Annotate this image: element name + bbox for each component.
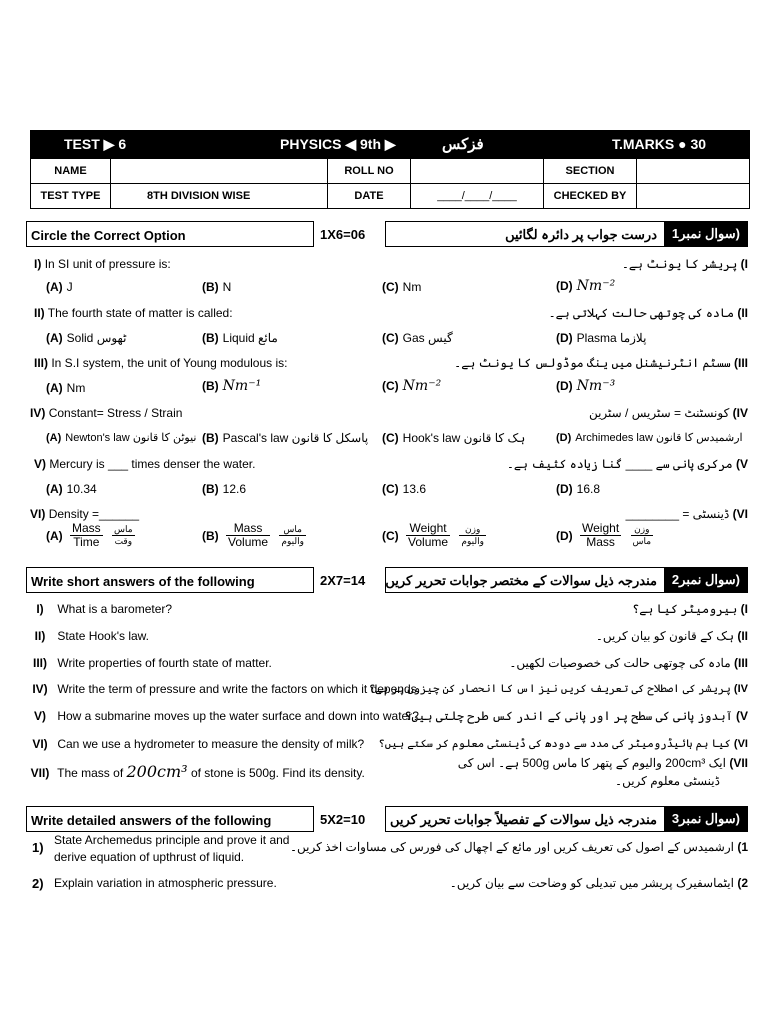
short-q-6: VI) Can we use a hydrometer to measure the density of milk?	[32, 737, 365, 751]
mcq-1-option-b[interactable]: (B) N	[202, 280, 232, 294]
section3-urdu-title: مندرجہ ذیل سوالات کے تفصیلاً جوابات تحریر کریں	[389, 812, 657, 827]
mcq-3-option-b[interactable]: (B) Nm⁻¹	[202, 378, 262, 394]
mcq-3-option-d[interactable]: (D) Nm⁻³	[556, 378, 616, 394]
section1-marks: 1X6=06	[320, 227, 366, 242]
test-type-label: TEST TYPE	[31, 184, 111, 209]
section2-urdu-title: مندرجہ ذیل سوالات کے مختصر جوابات تحریر کریں	[385, 573, 657, 588]
short-q-4-urdu: IV) پریشر کی اصطلاح کی تعریف کریں نیز اس کا انحصار کن چیزوں پر ہے؟	[368, 683, 748, 695]
short-q-7: VII) The mass of 200cm³ of stone is 500g. Find its density.	[30, 762, 365, 781]
mcq-5-option-a[interactable]: (A) 10.34	[46, 482, 97, 496]
mcq-6-option-d[interactable]: (D) $\frac{\text{Weight}}{\text{Mass}}$ $\frac{\text{وزن}}{\text{ماس}}$	[556, 521, 652, 549]
mcq-2-option-b[interactable]: (B) Liquid مائع	[202, 331, 278, 345]
mcq-2-option-d[interactable]: (D) Plasma پلازما	[556, 331, 647, 345]
section3-urdu-number: سوال نمبر3)	[664, 806, 748, 832]
mcq-2-question-urdu: II) مادہ کی چوتھی حالت کہلاتی ہے۔	[548, 306, 748, 320]
section1-urdu-number: سوال نمبر1)	[664, 221, 748, 247]
mcq-2-question: II) The fourth state of matter is called:	[34, 306, 233, 320]
mcq-4-question: IV) Constant= Stress / Strain	[30, 406, 183, 420]
section2-title-box	[26, 567, 314, 593]
short-q-5: V) How a submarine moves up the water surface and down into water?	[34, 709, 419, 723]
short-q-3: III) Write properties of fourth state of matter.	[33, 656, 272, 670]
mcq-4-option-c[interactable]: (C) Hook's law ہک کا قانون	[382, 431, 526, 445]
section2-title: Write short answers of the following	[31, 574, 255, 589]
short-q-6-urdu: VI) کیا ہم ہائیڈرومیٹر کی مدد سے دودھ کی ڈینسٹی معلوم کر سکتے ہیں؟	[378, 738, 748, 750]
mcq-2-option-a[interactable]: (A) Solid ٹھوس	[46, 331, 127, 345]
section1-urdu-box	[385, 221, 748, 247]
mcq-3-option-c[interactable]: (C) Nm⁻²	[382, 378, 442, 394]
mcq-4-option-a[interactable]: (A) Newton's law نیوٹن کا قانون	[46, 432, 197, 444]
long-q-2-urdu: 2) ایٹماسفیرک پریشر میں تبدیلی کو وضاحت سے بیان کریں۔	[449, 876, 748, 890]
mcq-6-question-urdu: VI) ڈینسٹی = ________	[625, 507, 748, 521]
name-label: NAME	[31, 159, 111, 184]
short-q-5-urdu: V) آبدوز پانی کی سطح پر اور پانی کے اندر کس طرح چلتی ہیں؟	[404, 709, 748, 723]
long-q-1-urdu: 1) ارشمیدس کے اصول کی تعریف کریں اور مائع کے اچھال کی فورس کی مساوات اخذ کریں۔	[289, 840, 748, 854]
mcq-4-option-d[interactable]: (D) Archimedes law ارشمیدس کا قانون	[556, 432, 743, 444]
mcq-2-option-c[interactable]: (C) Gas گیس	[382, 331, 453, 345]
short-q-2-urdu: II) ہک کے قانون کو بیان کریں۔	[595, 629, 748, 643]
short-q-1: I) What is a barometer?	[36, 602, 173, 616]
mcq-1-question: I) In SI unit of pressure is:	[34, 257, 171, 271]
section3-title: Write detailed answers of the following	[31, 813, 272, 828]
short-q-3-urdu: III) مادہ کی چوتھی حالت کی خصوصیات لکھیں۔	[509, 656, 748, 670]
total-marks: T.MARKS ● 30	[612, 136, 707, 152]
section2-urdu-box	[385, 567, 748, 593]
name-field[interactable]	[111, 159, 328, 184]
mcq-4-question-urdu: IV) کونسٹنٹ = سٹریس / سٹرین	[588, 406, 748, 420]
mcq-1-option-d[interactable]: (D) Nm⁻²	[556, 278, 616, 294]
mcq-1-option-a[interactable]: (A) J	[46, 280, 73, 294]
section1-urdu-title: درست جواب پر دائرہ لگائیں	[505, 227, 657, 242]
short-q-1-urdu: I) بیرومیٹر کیا ہے؟	[632, 602, 748, 616]
date-label: DATE	[328, 184, 411, 209]
mcq-5-question-urdu: V) مرکری پانی سے ____ گنا زیادہ کثیف ہے۔	[506, 457, 748, 471]
mcq-6-question: VI) Density =______	[30, 507, 140, 521]
date-field[interactable]: ____/____/____	[411, 184, 544, 209]
long-q-1-line1: State Archemedus principle and prove it and	[54, 833, 290, 847]
short-q-2: II) State Hook's law.	[34, 629, 150, 643]
test-number: TEST ▶ 6	[64, 136, 127, 152]
roll-field[interactable]	[411, 159, 544, 184]
roll-label: ROLL NO	[328, 159, 411, 184]
mcq-1-question-urdu: I) پریشر کا یونٹ ہے۔	[621, 257, 748, 271]
long-q-2-number: 2)	[32, 876, 44, 891]
mcq-6-option-c[interactable]: (C) $\frac{\text{Weight}}{\text{Volume}}$ $\frac{\text{وزن}}{\text{والیوم}}$	[382, 521, 484, 549]
mcq-1-option-c[interactable]: (C) Nm	[382, 280, 422, 294]
mcq-5-option-c[interactable]: (C) 13.6	[382, 482, 427, 496]
short-q-4: IV) Write the term of pressure and write the factors on which it depends.	[32, 682, 420, 696]
section3-title-box	[26, 806, 314, 832]
student-info-table	[30, 158, 750, 209]
mcq-3-option-a[interactable]: (A) Nm	[46, 381, 86, 395]
mcq-5-option-d[interactable]: (D) 16.8	[556, 482, 601, 496]
subject-urdu: فزکس	[442, 136, 484, 153]
header-bar	[30, 130, 750, 158]
section2-urdu-number: سوال نمبر2)	[664, 567, 748, 593]
mcq-6-option-a[interactable]: (A) $\frac{\text{Mass}}{\text{Time}}$ $\frac{\text{ماس}}{\text{وقت}}$	[46, 521, 133, 549]
section2-marks: 2X7=14	[320, 573, 366, 588]
mcq-5-question: V) Mercury is ___ times denser the water.	[34, 457, 256, 471]
section1-title-box	[26, 221, 314, 247]
mcq-3-question-urdu: III) سسٹم انٹرنیشنل میں ینگ موڈولس کا یونٹ ہے۔	[454, 356, 748, 370]
mcq-4-option-b[interactable]: (B) Pascal's law پاسکل کا قانون	[202, 431, 369, 445]
subject-title: PHYSICS ◀ 9th ▶	[280, 136, 396, 152]
mcq-3-question: III) In S.I system, the unit of Young modulous is:	[34, 356, 288, 370]
short-q-7-urdu: VII) ایک 200cm³ والیوم کے پتھر کا ماس 500g ہے۔ اس کی	[457, 756, 748, 770]
section-field[interactable]	[637, 159, 750, 184]
mcq-6-option-b[interactable]: (B) $\frac{\text{Mass}}{\text{Volume}}$ $\frac{\text{ماس}}{\text{والیوم}}$	[202, 521, 304, 549]
test-type-value: 8TH DIVISION WISE	[111, 184, 328, 209]
section3-urdu-box	[385, 806, 748, 832]
short-q-7-urdu-line2: ڈینسٹی معلوم کریں۔	[615, 774, 720, 788]
checked-field[interactable]	[637, 184, 750, 209]
long-q-1-number: 1)	[32, 840, 44, 855]
long-q-1-line2: derive equation of upthrust of liquid.	[54, 850, 245, 864]
section3-marks: 5X2=10	[320, 812, 366, 827]
mcq-5-option-b[interactable]: (B) 12.6	[202, 482, 247, 496]
section-label: SECTION	[544, 159, 637, 184]
long-q-2: Explain variation in atmospheric pressure.	[54, 876, 277, 890]
checked-label: CHECKED BY	[544, 184, 637, 209]
section1-title: Circle the Correct Option	[31, 228, 186, 243]
